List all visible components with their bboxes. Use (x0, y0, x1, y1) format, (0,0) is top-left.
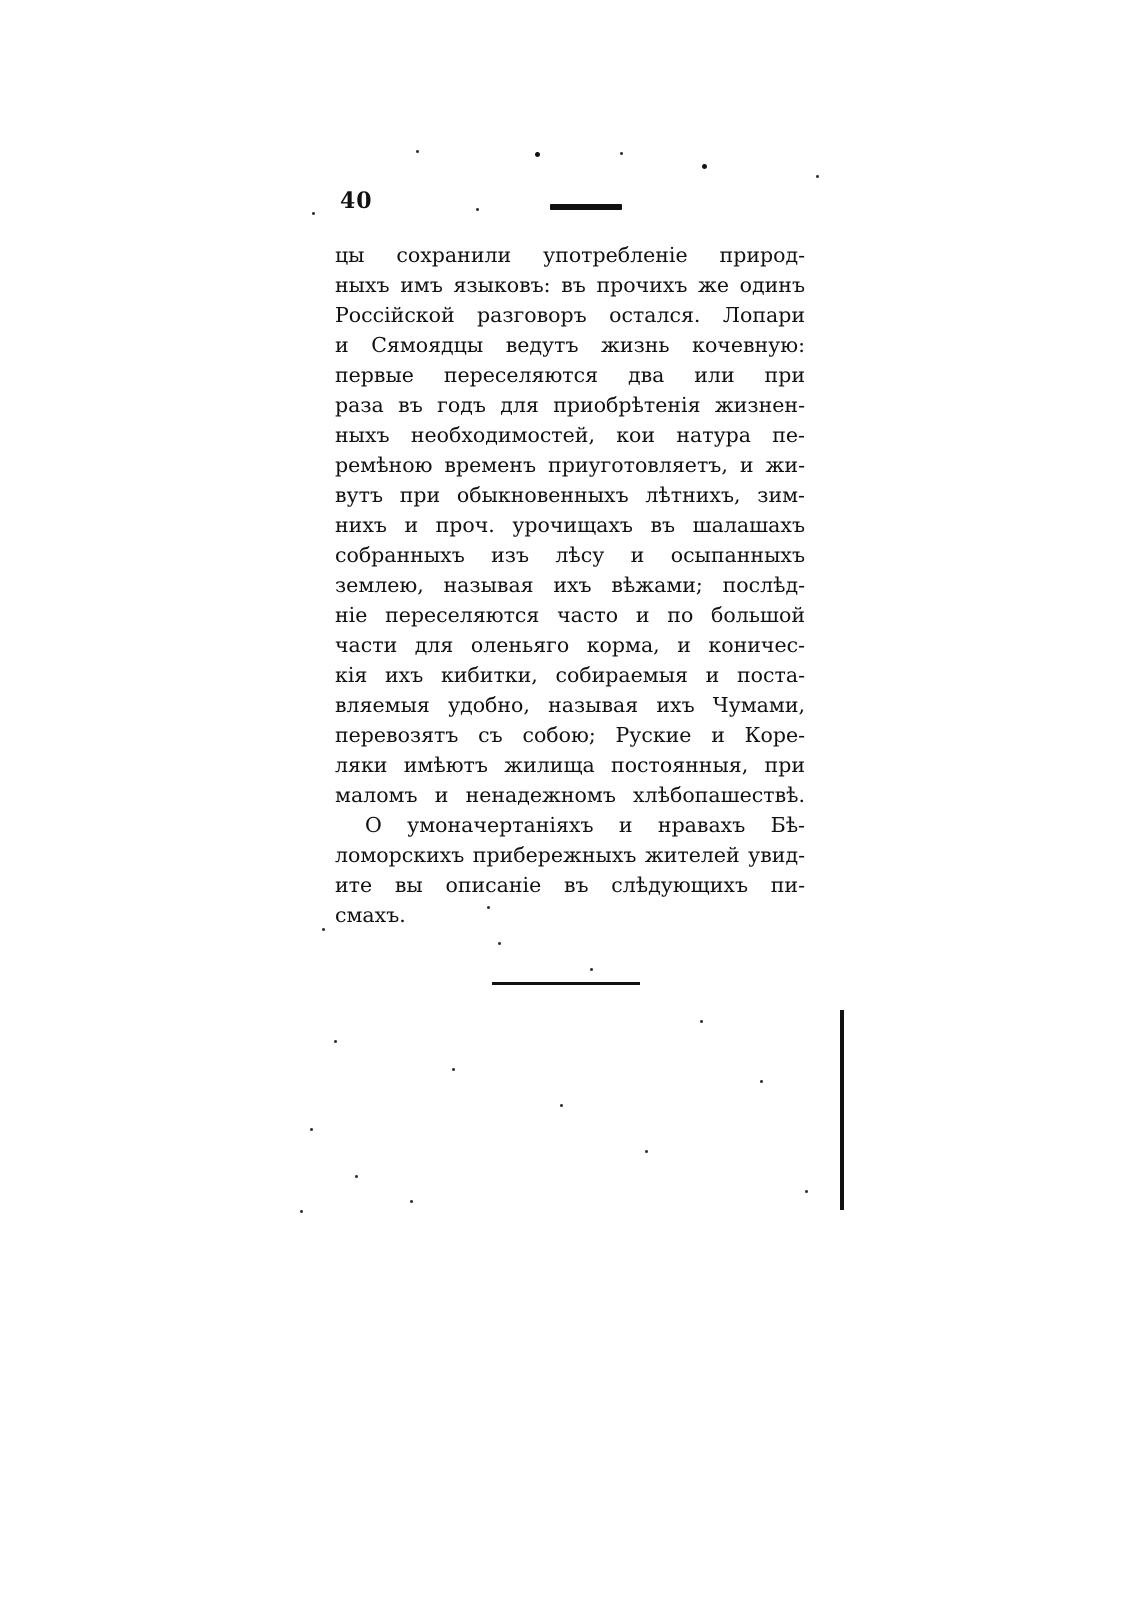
text-line: кія ихъ кибитки, собираемыя и поста- (335, 663, 805, 687)
scan-speckle (487, 906, 490, 909)
scan-edge-shadow (840, 1010, 844, 1210)
text-line: вляемыя удобно, называя ихъ Чумами, (335, 693, 805, 717)
section-end-rule (492, 982, 640, 985)
scan-speckle (560, 1104, 563, 1107)
text-line: и Сямоядцы ведутъ жизнь кочевную: (335, 333, 805, 357)
text-line: перевозятъ съ собою; Руские и Коре- (335, 723, 805, 747)
scan-speckle (312, 212, 315, 215)
scan-speckle (322, 928, 325, 931)
text-line: цы сохранили употребленіе природ- (335, 243, 805, 267)
text-line: ныхъ имъ языковъ: въ прочихъ же одинъ (335, 273, 805, 297)
text-line: части для оленьяго корма, и коничес- (335, 633, 805, 657)
page-header (340, 188, 820, 228)
scan-speckle (590, 968, 593, 971)
text-line: первые переселяются два или при (335, 363, 805, 387)
scan-speckle (645, 1150, 648, 1153)
text-line: ніе переселяются часто и по большой (335, 603, 805, 627)
text-line: О умоначертаніяхъ и нравахъ Бѣ- (365, 813, 805, 837)
scan-speckle (702, 164, 707, 169)
scan-speckle (498, 942, 501, 945)
text-line: раза въ годъ для приобрѣтенія жизнен- (335, 393, 805, 417)
scan-speckle (805, 1190, 808, 1193)
text-line: ите вы описаніе въ слѣдующихъ пи- (335, 873, 805, 897)
scan-speckle (816, 175, 819, 178)
scan-speckle (416, 150, 419, 153)
scan-speckle (310, 1128, 313, 1131)
text-line: вутъ при обыкновенныхъ лѣтнихъ, зим- (335, 483, 805, 507)
scan-speckle (334, 1040, 337, 1043)
scan-speckle (620, 152, 623, 155)
text-line: маломъ и ненадежномъ хлѣбопашествѣ. (335, 783, 805, 807)
text-line: Россійской разговоръ остался. Лопари (335, 303, 805, 327)
text-line: землею, называя ихъ вѣжами; послѣд- (335, 573, 805, 597)
page-number: 40 (340, 188, 373, 214)
scan-speckle (355, 1175, 358, 1178)
main-text (335, 240, 805, 930)
scan-speckle (452, 1068, 455, 1071)
scan-speckle (476, 208, 479, 211)
text-line: нихъ и проч. урочищахъ въ шалашахъ (335, 513, 805, 537)
scan-speckle (700, 1020, 703, 1023)
text-line: смахъ. (335, 903, 406, 927)
text-line: собранныхъ изъ лѣсу и осыпанныхъ (335, 543, 805, 567)
text-line: ляки имѣютъ жилища постоянныя, при (335, 753, 805, 777)
text-line: ныхъ необходимостей, кои натура пе- (335, 423, 805, 447)
text-line: ломорскихъ прибережныхъ жителей увид- (335, 843, 805, 867)
scan-speckle (300, 1210, 303, 1213)
scan-speckle (535, 152, 540, 157)
header-ornament (550, 204, 622, 210)
scan-speckle (760, 1080, 763, 1083)
text-line: ремѣною временъ приуготовляетъ, и жи- (335, 453, 805, 477)
scan-speckle (410, 1200, 413, 1203)
